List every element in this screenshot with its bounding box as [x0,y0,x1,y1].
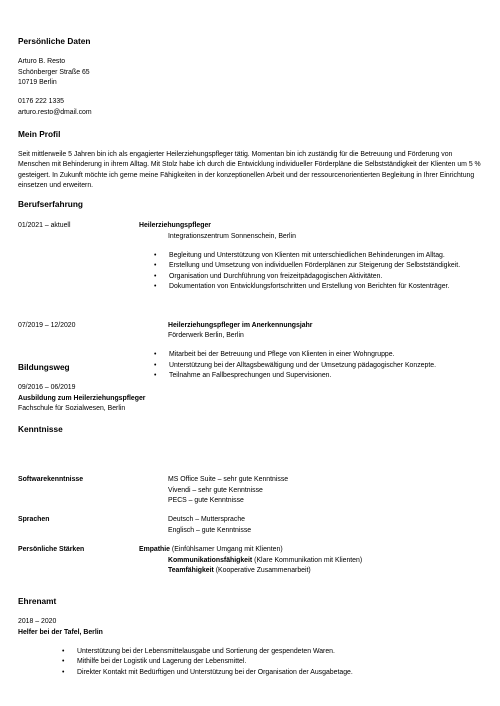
volunteer-dates: 2018 – 2020 [18,618,57,625]
education-degree: Ausbildung zum Heilerziehungspfleger [18,394,146,402]
contact-city: 10719 Berlin [18,79,57,86]
strength-item [139,545,283,555]
list-item: • Unterstützung bei der Alltagsbewältigung und der Umsetzung pädagogischer Konzepte. [154,361,494,372]
job-bullet-list [154,350,494,382]
education-dates: 09/2016 – 06/2019 [18,384,76,391]
list-item: • Teilnahme an Fallbesprechungen und Supervisionen. [154,371,494,382]
job-employer: Förderwerk Berlin, Berlin [168,332,244,339]
strength-name: Teamfähigkeit [168,567,214,574]
strength-item [168,556,362,566]
list-item: • Mithilfe bei der Logistik und Lagerung der Lebensmittel. [62,657,482,668]
list-item: • Direkter Kontakt mit Bedürftigen und Unterstützung bei der Organisation der Ausgabetage. [62,668,482,679]
list-item: • Mitarbeit bei der Betreuung und Pflege von Klienten in einer Wohngruppe. [154,350,494,361]
list-item: • Unterstützung bei der Lebensmittelausgabe und Sortierung der gespendeten Waren. [62,647,482,658]
list-item: • Erstellung und Umsetzung von individuellen Förderplänen zur Steigerung der Selbstständigkeit. [154,261,494,272]
skill-item: MS Office Suite – sehr gute Kenntnisse [168,476,289,483]
profile-text: Seit mittlerweile 5 Jahren bin ich als engagierter Heilerziehungspfleger tätig. Momentan bin ich zuständig für die Betreuung und Förderung von Menschen mit Behinderung in ihrem Alltag. Mit Stolz habe ich durch die Entwicklung individueller Förderpläne die Selbstständigkeit der Klienten um 5 % gesteigert. In Zukunft möchte ich gerne meine Fähigkeiten in der konzeptionellen Arbeit und der ressourcenorientierten Begleitung in Ihrer Einrichtung einsetzen und erweitern. [18,150,481,189]
skill-item: PECS – gute Kenntnisse [168,497,244,504]
education-school: Fachschule für Sozialwesen, Berlin [18,405,126,412]
job-dates: 01/2021 – aktuell [18,222,71,229]
contact-name: Arturo B. Resto [18,58,66,65]
job-title: Heilerziehungspfleger im Anerkennungsjahr [168,321,313,329]
strength-item [168,566,311,576]
contact-street: Schönberger Straße 65 [18,68,90,76]
skills-heading: Kenntnisse [18,424,63,434]
list-item: • Dokumentation von Entwicklungsfortschritten und Erstellung von Berichten für Kostenträger. [154,282,494,293]
volunteer-heading: Ehrenamt [18,596,57,606]
strength-name: Kommunikationsfähigkeit [168,556,253,564]
skill-item: Englisch – gute Kenntnisse [168,526,252,534]
experience-heading: Berufserfahrung [18,199,84,209]
skill-label-languages: Sprachen [18,516,50,523]
volunteer-bullet-list [62,647,482,679]
list-item: • Organisation und Durchführung von freizeitpädagogischen Aktivitäten. [154,272,494,283]
skill-label-software: Softwarekenntnisse [18,476,84,483]
volunteer-title: Helfer bei der Tafel, Berlin [18,628,103,636]
strength-desc: (Kooperative Zusammenarbeit) [213,567,311,574]
job-dates: 07/2019 – 12/2020 [18,321,76,329]
skill-label-strengths: Persönliche Stärken [18,546,85,553]
strength-name: Empathie [139,546,171,553]
job-employer: Integrationszentrum Sonnenschein, Berlin [168,232,296,240]
personal-heading: Persönliche Daten [18,36,91,46]
contact-email: arturo.resto@dmail.com [18,108,92,116]
profile-heading: Mein Profil [18,129,61,139]
skill-item: Deutsch – Muttersprache [168,516,245,523]
contact-phone: 0176 222 1335 [18,98,64,105]
strength-desc: (Klare Kommunikation mit Klienten) [252,556,363,564]
job-bullet-list [154,251,494,293]
strength-desc: (Einfühlsamer Umgang mit Klienten) [170,546,283,553]
education-heading: Bildungsweg [18,362,70,372]
skill-item: Vivendi – sehr gute Kenntnisse [168,486,263,494]
list-item: • Begleitung und Unterstützung von Klienten mit unterschiedlichen Behinderungen im Alltag. [154,251,494,262]
job-title: Heilerziehungspfleger [139,222,211,229]
